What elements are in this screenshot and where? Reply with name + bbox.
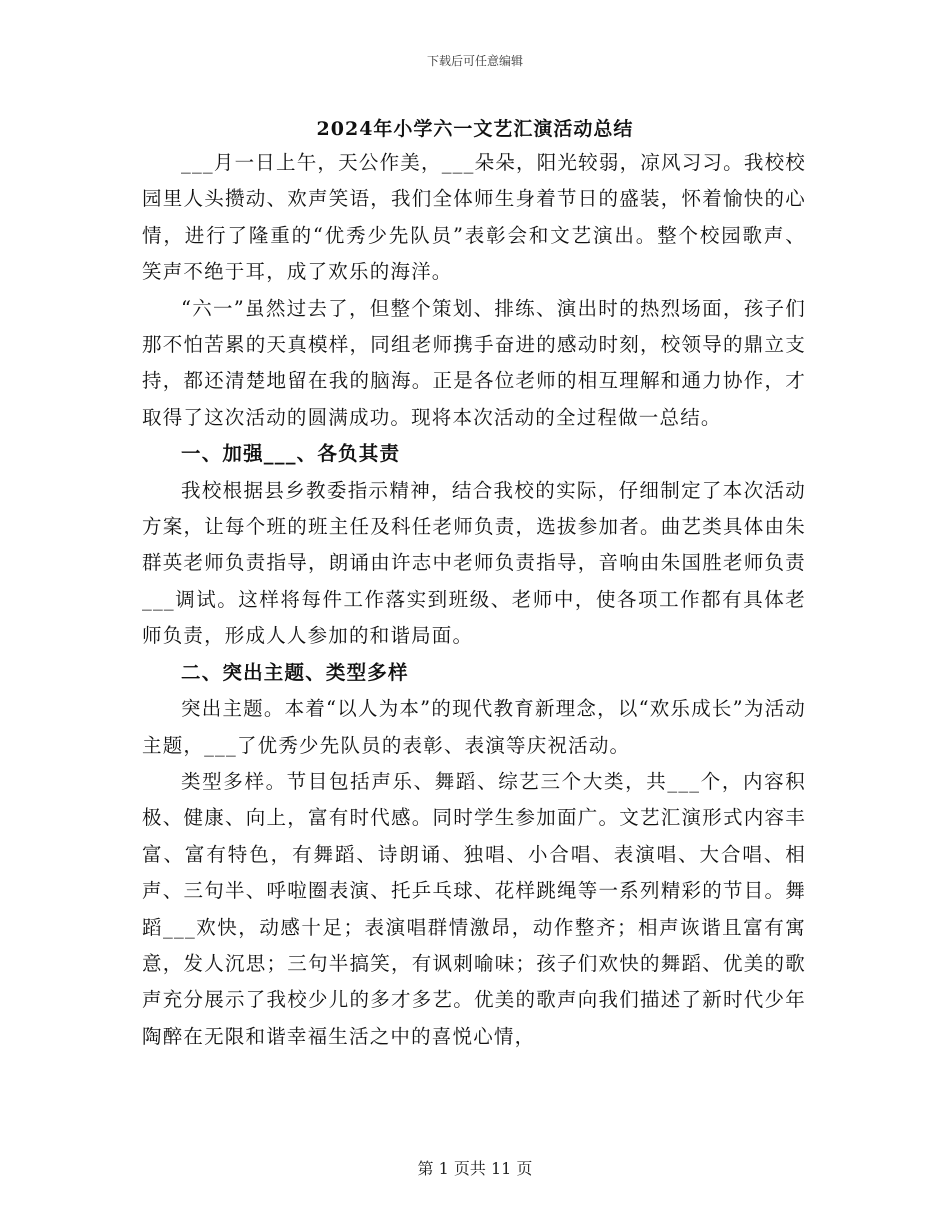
header-note: 下载后可任意编辑 (426, 54, 523, 68)
paragraph: 我校根据县乡教委指示精神，结合我校的实际，仔细制定了本次活动方案，让每个班的班主任及科任老师负责，选拔参加者。曲艺类具体由朱群英老师负责指导，朗诵由许志中老师负责指导，音响由朱国胜老师负责___调试。这样将每件工作落实到班级、老师中，使各项工作都有具体老师负责，形成人人参加的和谐局面。 (142, 478, 806, 648)
section-heading: 一、加强___、各负其责 (181, 442, 401, 466)
document-title: 2024年小学六一文艺汇演活动总结 (316, 118, 634, 140)
paragraph: 类型多样。节目包括声乐、舞蹈、综艺三个大类，共___个，内容积极、健康、向上，富有时代感。同时学生参加面广。文艺汇演形式内容丰富、富有特色，有舞蹈、诗朗诵、独唱、小合唱、表演唱、大合唱、相声、三句半、呼啦圈表演、托乒乓球、花样跳绳等一系列精彩的节目。舞蹈___欢快，动感十足；表演唱群情激昂，动作整齐；相声诙谐且富有寓意，发人沉思；三句半搞笑，有讽刺喻味；孩子们欢快的舞蹈、优美的歌声充分展示了我校少儿的多才多艺。优美的歌声向我们描述了新时代少年陶醉在无限和谐幸福生活之中的喜悦心情， (142, 769, 806, 1048)
section-heading: 二、突出主题、类型多样 (181, 660, 409, 684)
paragraph: “六一”虽然过去了，但整个策划、排练、演出时的热烈场面，孩子们那不怕苦累的天真模样，同组老师携手奋进的感动时刻，校领导的鼎立支持，都还清楚地留在我的脑海。正是各位老师的相互理解和通力协作，才取得了这次活动的圆满成功。现将本次活动的全过程做一总结。 (142, 296, 806, 429)
paragraph: 突出主题。本着“以人为本”的现代教育新理念，以“欢乐成长”为活动主题，___了优秀少先队员的表彰、表演等庆祝活动。 (142, 697, 806, 757)
page-footer: 第 1 页共 11 页 (417, 1159, 533, 1178)
document-body (142, 145, 806, 1055)
paragraph: ___月一日上午，天公作美，___朵朵，阳光较弱，凉风习习。我校校园里人头攒动、欢声笑语，我们全体师生身着节日的盛装，怀着愉快的心情，进行了隆重的“优秀少先队员”表彰会和文艺演出。整个校园歌声、笑声不绝于耳，成了欢乐的海洋。 (142, 151, 806, 284)
